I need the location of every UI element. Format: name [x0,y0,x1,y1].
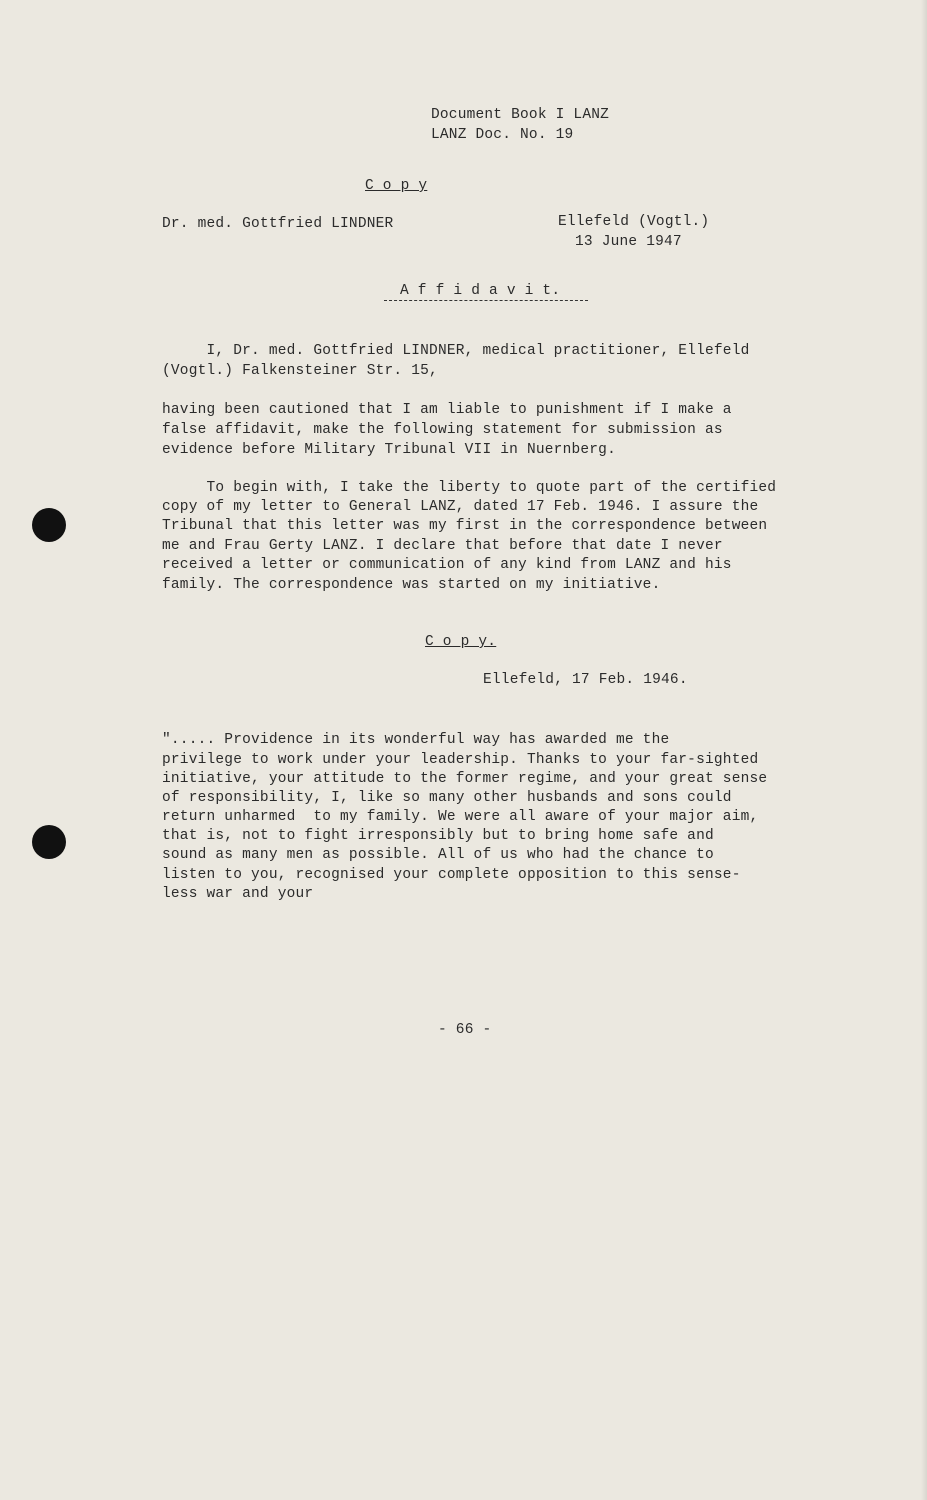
page-number: - 66 - [438,1022,492,1038]
copy-heading: C o p y [365,178,428,194]
paragraph-line: Tribunal that this letter was my first in the correspondence between [162,518,768,534]
punch-hole-bottom [32,825,66,859]
quote-line: "..... Providence in its wonderful way has awarded me the [162,732,670,748]
letter-date: Ellefeld, 17 Feb. 1946. [483,672,688,688]
paragraph-line: me and Frau Gerty LANZ. I declare that before that date I never [162,538,723,554]
document-book-label: Document Book I LANZ [431,107,610,123]
date-label: 13 June 1947 [575,234,682,250]
paragraph-line: (Vogtl.) Falkensteiner Str. 15, [162,363,438,379]
paragraph-line: false affidavit, make the following statement for submission as [162,422,723,438]
quote-line: sound as many men as possible. All of us who had the chance to [162,847,714,863]
paragraph-line: To begin with, I take the liberty to quote part of the certified [162,480,777,496]
paragraph-line: received a letter or communication of any kind from LANZ and his [162,557,732,573]
sender-name: Dr. med. Gottfried LINDNER [162,216,394,232]
paragraph-line: family. The correspondence was started on my initiative. [162,577,661,593]
quote-line: that is, not to fight irresponsibly but to bring home safe and [162,828,714,844]
title-underline [384,300,588,301]
place-label: Ellefeld (Vogtl.) [558,214,710,230]
punch-hole-top [32,508,66,542]
affidavit-title: A f f i d a v i t. [400,283,561,299]
quote-line: of responsibility, I, like so many other husbands and sons could [162,790,732,806]
quote-line: privilege to work under your leadership. Thanks to your far-sighted [162,752,759,768]
document-number-label: LANZ Doc. No. 19 [431,127,574,143]
paragraph-line: evidence before Military Tribunal VII in Nuernberg. [162,442,616,458]
quote-line: listen to you, recognised your complete opposition to this sense- [162,867,741,883]
paragraph-line: having been cautioned that I am liable to punishment if I make a [162,402,732,418]
paragraph-line: I, Dr. med. Gottfried LINDNER, medical practitioner, Ellefeld [162,343,750,359]
quote-line: less war and your [162,886,314,902]
quote-line: return unharmed to my family. We were all aware of your major aim, [162,809,759,825]
copy-heading-2: C o p y. [425,634,497,650]
paragraph-line: copy of my letter to General LANZ, dated 17 Feb. 1946. I assure the [162,499,759,515]
quote-line: initiative, your attitude to the former regime, and your great sense [162,771,768,787]
